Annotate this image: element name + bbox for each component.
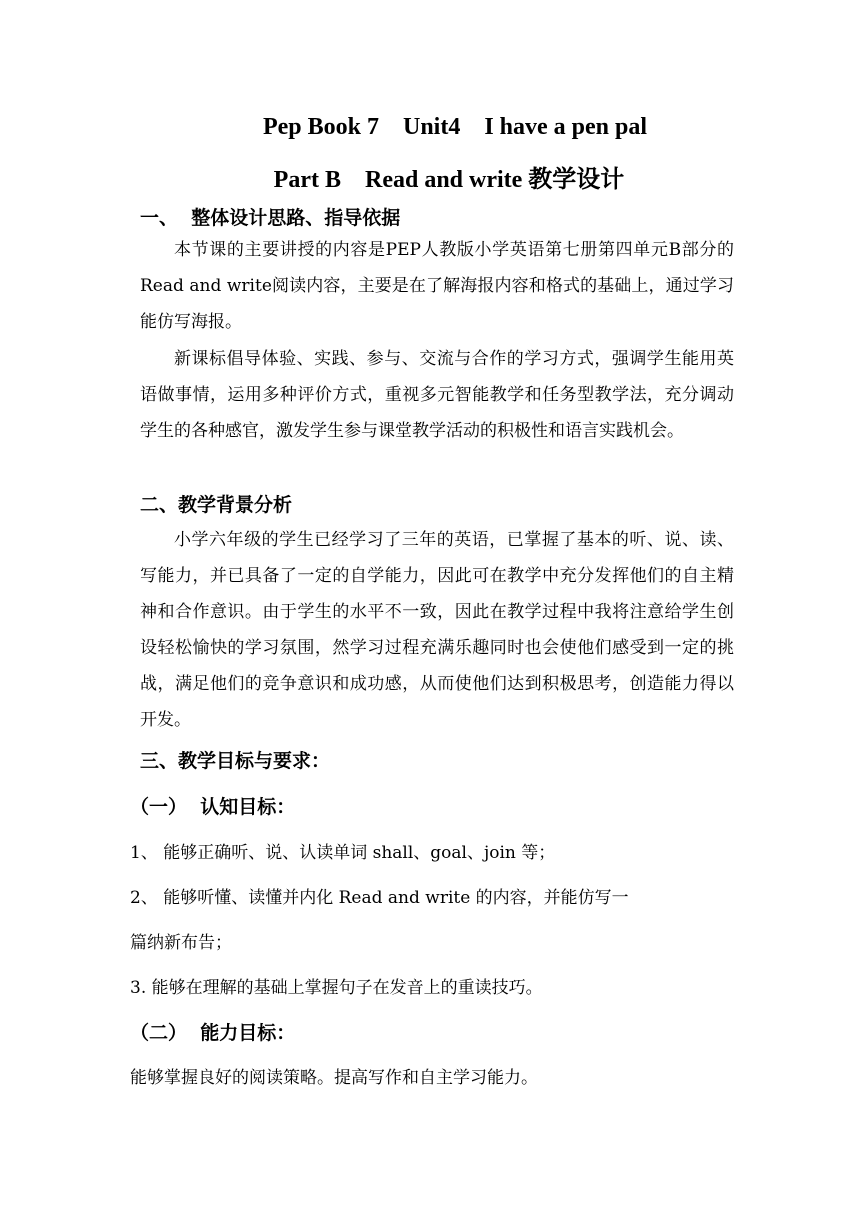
- section-2-heading: 二、教学背景分析: [140, 494, 293, 516]
- title-line-2: Part B Read and write 教学设计: [273, 167, 625, 193]
- section-2-paragraph: 小学六年级的学生已经学习了三年的英语，已掌握了基本的听、说、读、写能力，并已具备了一定的自学能力，因此可在教学中充分发挥他们的自主精神和合作意识。由于学生的水平不一致，因此在教学过程中我将注意给学生创设轻松愉快的学习氛围，然学习过程充满乐趣同时也会使他们感受到一定的挑战，满足他们的竞争意识和成功感，从而使他们达到积极思考，创造能力得以开发。: [140, 530, 734, 730]
- objective-item-1: 1、 能够正确听、说、认读单词 shall、goal、join 等；: [130, 843, 556, 863]
- subsection-ability-heading: （二） 能力目标：: [130, 1022, 296, 1044]
- ability-objective-text: 能够掌握良好的阅读策略。提高写作和自主学习能力。: [130, 1068, 538, 1088]
- subsection-cognitive-heading: （一） 认知目标：: [130, 796, 296, 818]
- objective-item-3: 3. 能够在理解的基础上掌握句子在发音上的重读技巧。: [130, 978, 543, 998]
- section-1-paragraph-1: 本节课的主要讲授的内容是PEP人教版小学英语第七册第四单元B部分的Read and write阅读内容，主要是在了解海报内容和格式的基础上，通过学习能仿写海报。: [140, 240, 734, 332]
- section-1-paragraph-2: 新课标倡导体验、实践、参与、交流与合作的学习方式，强调学生能用英语做事情，运用多种评价方式，重视多元智能教学和任务型教学法，充分调动学生的各种感官，激发学生参与课堂教学活动的积极性和语言实践机会。: [140, 349, 734, 441]
- title-line-1: Pep Book 7 Unit4 I have a pen pal: [262, 114, 648, 140]
- objective-item-2-continued: 篇纳新布告；: [130, 933, 232, 953]
- section-3-heading: 三、教学目标与要求：: [140, 750, 331, 772]
- objective-item-2: 2、 能够听懂、读懂并内化 Read and write 的内容，并能仿写一: [130, 888, 629, 908]
- section-1-heading: 一、 整体设计思路、指导依据: [140, 207, 401, 229]
